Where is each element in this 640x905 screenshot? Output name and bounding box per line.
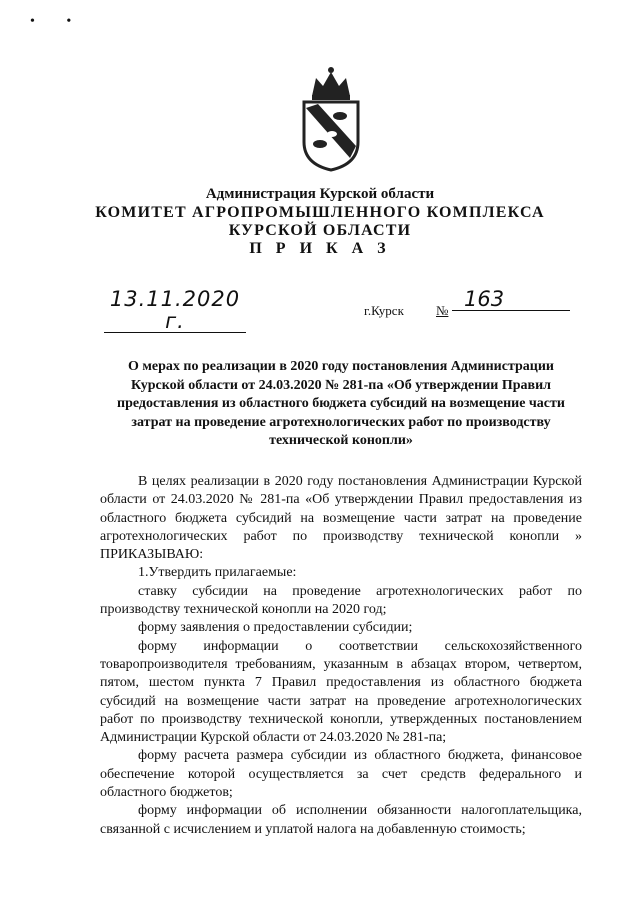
body-paragraph: В целях реализации в 2020 году постановления Администрации Курской области от 24.03.2020 № 281-па «Об утверждении Правил предоставления из областного бюджета субсидий на возмещение части затрат на проведение агротехнологических работ по производству технической конопли » ПРИКАЗЫВАЮ:: [100, 474, 582, 563]
body-paragraph: форму расчета размера субсидии из областного бюджета, финансовое обеспечение которой осуществляется за счет средств федерального и областного бюджетов;: [100, 748, 582, 801]
kursk-coat-of-arms-icon: [298, 62, 364, 172]
scan-marks: • •: [30, 14, 86, 29]
administration-name: Администрация Курской области: [205, 186, 435, 202]
order-number-label: №: [436, 303, 449, 318]
body-paragraph: форму информации о соответствии сельскохозяйственного товаропроизводителя требованиям, указанным в абзацах втором, четвертом, пятом, шестом пункта 7 Правил предоставления из областного бюджета субсидий на возмещение части затрат на проведение агротехнологических работ по производству технической конопли, утвержденных постановлением Администрации Курской области от 24.03.2020 № 281-па;: [100, 638, 582, 746]
order-city: г.Курск: [364, 303, 404, 318]
body-paragraph: ставку субсидии на проведение агротехнологических работ по производству технической конопли на 2020 год;: [100, 583, 582, 618]
order-date: 13.11.2020 г.: [104, 288, 246, 333]
body-paragraph: форму информации об исполнении обязанности налогоплательщика, связанной с исчислением и уплатой налога на добавленную стоимость;: [100, 803, 582, 837]
document-type: П Р И К А З: [249, 240, 391, 257]
body-paragraph: 1.Утвердить прилагаемые:: [138, 565, 297, 581]
order-number: 163: [452, 288, 570, 311]
committee-name: КОМИТЕТ АГРОПРОМЫШЛЕННОГО КОМПЛЕКСА: [95, 204, 545, 221]
order-body: [100, 473, 582, 839]
order-title: О мерах по реализации в 2020 году постановления Администрации Курской области от 24.03.2020 № 281-па «Об утверждении Правил предоставления из областного бюджета субсидий на возмещение части затрат на проведение агротехнологических работ по производству технической конопли»: [117, 359, 565, 449]
body-paragraph: форму заявления о предоставлении субсидии;: [138, 620, 413, 636]
region-name: КУРСКОЙ ОБЛАСТИ: [228, 222, 412, 239]
